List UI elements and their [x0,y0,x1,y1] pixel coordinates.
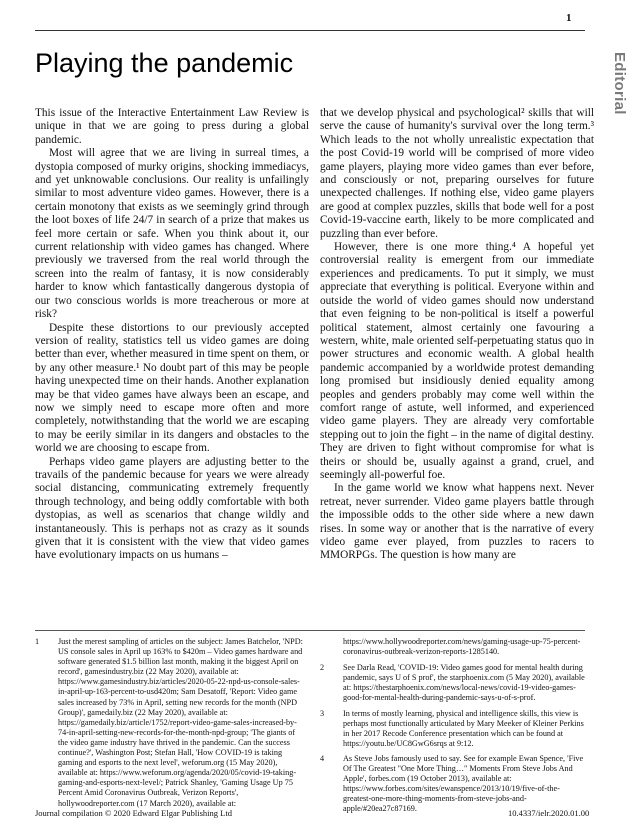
article-title: Playing the pandemic [35,48,294,78]
left-column [35,107,309,563]
footnote-continuation: https://www.hollywoodreporter.com/news/gaming-usage-up-75-percent-coronavirus-outbreak-verizon-reports-1285140. [343,637,581,657]
paragraph: This issue of the Interactive Entertainment Law Review is unique in that we are going to press during a global pandemic. [35,107,309,146]
paragraph: Most will agree that we are living in surreal times, a dystopia composed of murky origins, shocking immediacys, and yet unknowable conclusions. Our reality is unfailingly similar to most adventure video games. However, there is a certain monotony that exists as we seemingly grind through the loot boxes of life 24/7 in search of a prize that makes us feel more certain or safe. When you think about it, our current relationship with video games has changed. Where previously we traversed from the real world through the screen into the realm of fantasy, it is now considerably harder to know which fantastically dangerous dystopia of our two conscious worlds is more treacherous or more at risk? [35,147,309,321]
footnote [320,754,588,815]
page-number: 1 [566,12,572,24]
paragraph: Perhaps video game players are adjusting better to the travails of the pandemic because for years we were already social distancing, communicating extremely frequently through technology, and being oddly comfortable with both dystopias, as well as scenarios that change wildly and instantaneously. This is perhaps not as crazy as it sounds given that it is consistent with the view that video games have evolutionary impacts on us humans – [35,455,309,562]
footnote-number: 3 [320,708,325,718]
paragraph: In the game world we know what happens next. Never retreat, never surrender. Video game players battle through the impossible odds to the other side where a new dawn rises. In some way or another that is the narrative of every video game ever played, from puzzles to racers to MMORPGs. The question is how many are [320,482,594,562]
section-tab-label: Editorial [611,52,628,115]
header-rule [35,30,585,31]
footnote-text: See Darla Read, 'COVID-19: Video games good for mental health during pandemic, says U of S prof', the starphoenix.com (5 May 2020), available at: https://thestarphoenix.com/news/local-news/covid-19-video-games-good-for-mental-health-during-pandemic-says-u-of-s-prof. [343,663,585,703]
paragraph: that we develop physical and psychological² skills that will serve the cause of humanity's survival over the long term.³ Which leads to the not wholly unrealistic expectation that the post Covid-19 world will be comprised of more video game players, playing more video games than ever before, and consciously or not, preparing ourselves for future unexpected challenges. If nothing else, video game players are good at complex puzzles, skills that bode well for a post Covid-19-vaccine earth, likely to be more complicated and puzzling than ever before. [320,107,594,240]
footnote [320,709,588,749]
footnote [320,663,588,703]
footnote-number: 4 [320,753,325,763]
section-tab [606,50,630,140]
right-column [320,107,594,563]
footnote-rule [35,630,585,631]
footnote-number: 2 [320,663,325,673]
footnote-text: In terms of mostly learning, physical and intelligence skills, this view is perhaps most functionally articulated by Mary Meeker of Kleiner Perkins in her 2017 Recode Conference presentation which can be found at https://youtu.be/UC8GwG6srqs at 9:12. [343,708,584,748]
paragraph: Despite these distortions to our previously accepted version of reality, statistics tell us video games are doing better than ever, whether measured in time spent on them, or by any other measure.¹ No doubt part of this may be people having unexpected time on their hands. Another explanation may be that video games have always been an escape, and now we simply need to escape more often and more completely, notwithstanding that the world we are escaping to may be eerily similar in its dangers and obstacles to the world we are choosing to escape from. [35,321,309,455]
footer-doi: 10.4337/ielr.2020.01.00 [508,808,590,818]
footnotes-right [320,637,588,820]
paragraph: However, there is one more thing.⁴ A hopeful yet controversial reality is emergent from our immediate experiences and predicaments. To put it simply, we must appreciate that everything is political. Everyone within and outside the world of video games should now understand that even feigning to be non-political is itself a powerful political statement, almost certainly one favouring a western, white, male oriented self-perpetuating status quo in power structures and economic wealth. A global health pandemic accompanied by a worldwide protest demanding long promised but insidiously denied equality among peoples and genders probably may come well within the comfort range of astute, well informed, and experienced video game players. They are already very comfortable stepping out to join the fight – in the name of digital destiny. They are driven to fight without compromise for what is theirs or should be, usually against a grand, cruel, and seemingly all-powerful foe. [320,241,594,481]
footnote-text: Just the merest sampling of articles on the subject: James Batchelor, 'NPD: US console sales in April up 163% to $420m – Video games hardware and software generated $1.5 billion last month, making it the biggest April on record', gamesindustry.biz (22 May 2020), available at: https://www.gamesindustry.biz/articles/2020-05-22-npd-us-console-sales-in-april-up-163-percent-to-usd420m; Sam Desatoff, 'Report: Video game sales increased by 73% in April, setting new records for the month (NPD Group)', gamedaily.biz (22 May 2020), available at: https://gamedaily.biz/article/1752/report-video-game-sales-increased-by-74-in-april-setting-new-records-for-the-month-npd-group; 'The giants of the video game industry have thrived in the pandemic. Can the success continue?', Washington Post; Stefan Hall, 'How COVID-19 is taking gaming and esports to the next level', weforum.org (15 May 2020), available at: https://www.weforum.org/agenda/2020/05/covid-19-taking-gaming-and-esports-next-level/; Patrick Shanley, 'Gaming Usage Up 75 Percent Amid Coronavirus Outbreak, Verizon Reports', hollywoodreporter.com (17 March 2020), available at: [58,637,303,808]
footnote-number: 1 [35,637,40,646]
footnote [35,637,303,809]
footnote-text: As Steve Jobs famously used to say. See for example Ewan Spence, 'Five Of The Greatest "One More Thing…" Moments From Steve Jobs And Apple', forbes.com (19 October 2013), available at: https://www.forbes.com/sites/ewanspence/2013/10/19/five-of-the-greatest-one-more-thing-moments-from-steve-jobs-and-apple/#20ea27c87169. [343,753,584,814]
footnotes-left [35,637,303,814]
footer-copyright: Journal compilation © 2020 Edward Elgar Publishing Ltd [35,808,232,818]
